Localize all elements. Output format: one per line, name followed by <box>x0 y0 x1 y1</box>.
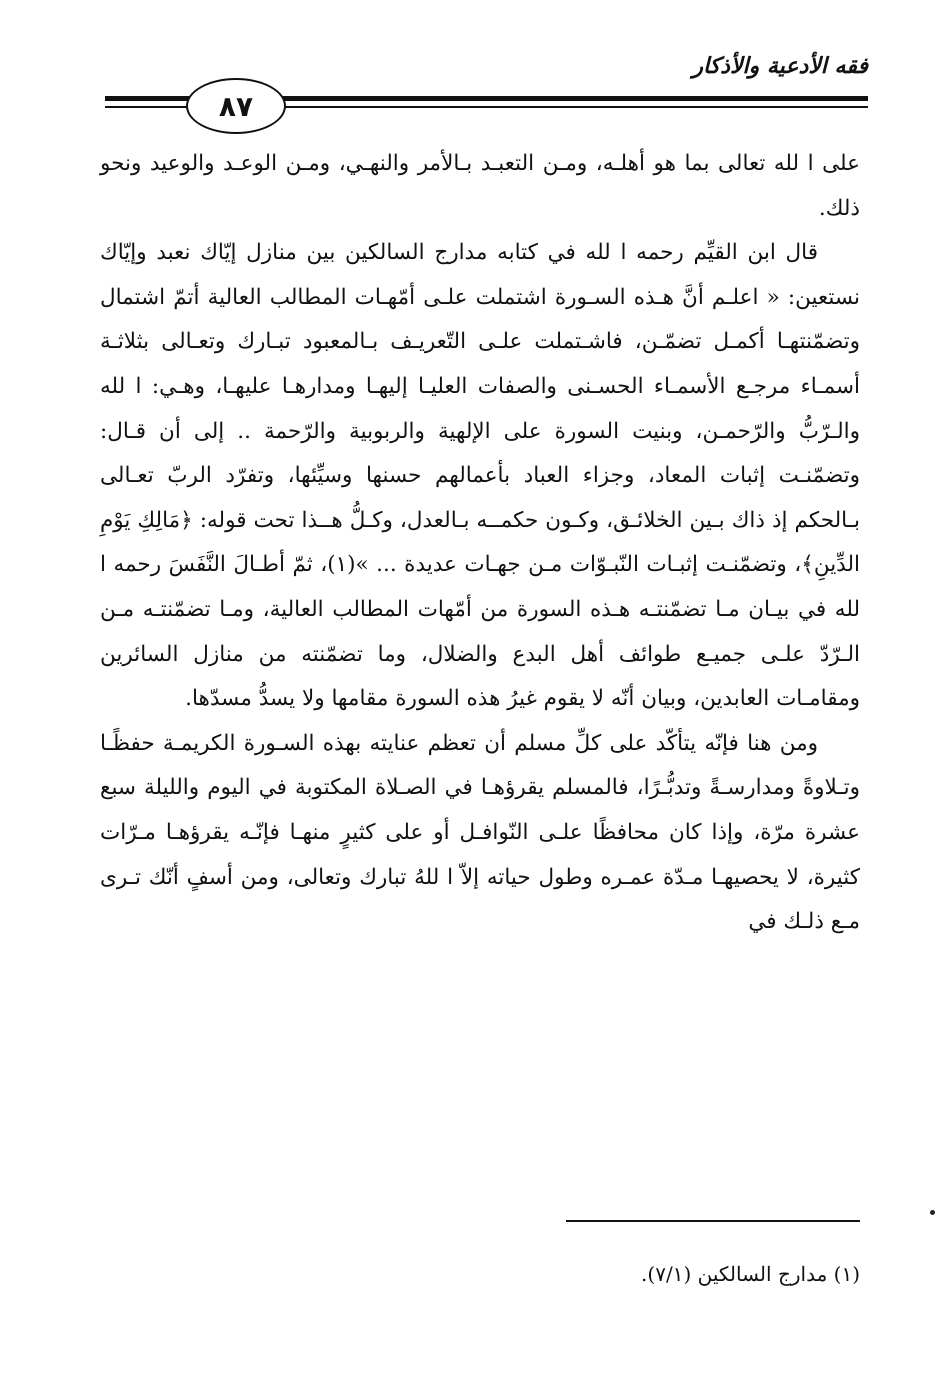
paragraph-1: على ا لله تعالى بما هو أهلـه، ومـن التعبـد بـالأمر والنهـي، ومـن الوعـد والوعيد ونحو ذلك. <box>100 151 860 221</box>
margin-dot <box>930 1210 935 1215</box>
footnote: (١) مدارج السالكين (٧/١). <box>641 1262 860 1286</box>
paragraph-3: ومن هنا فإنّه يتأكّد على كلِّ مسلم أن تعظم عنايته بهذه السـورة الكريمـة حفظًـا وتـلاوةً ومدارسـةً وتدبُّـرًا، فالمسلم يقرؤهـا في الصـلاة المكتوبة في اليوم والليلة سبع عشرة مرّة، وإذا كان محافظًا علـى النّوافـل أو على كثيرٍ منهـا فإنّـه يقرؤهـا مـرّات كثيرة، لا يحصيهـا مـدّة عمـره وطول حياته إلاّ ا للهُ تبارك وتعالى، ومن أسفٍ أنّك تـرى مـع ذلـك في <box>100 730 860 935</box>
paragraph-2: قال ابن القيِّم رحمه ا لله في كتابه مدارج السالكين بين منازل إيّاك نعبد وإيّاك نستعين: « اعلـم أنَّ هـذه السـورة اشتملت علـى أمّهـات المطالب العالية أتمّ اشتمال وتضمّنتهـا أكمـل تضمّـن، فاشـتملت علـى التّعريـف بـالمعبود تبـارك وتعـالى بثلاثـة أسمـاء مرجـع الأسمـاء الحسـنى والصفات العليـا إليهـا ومدارهـا عليهـا، وهـي: ا لله والـرّبُّ والرّحمـن، وبنيت السورة على الإلهية والربوبية والرّحمة .. إلى أن قـال: وتضمّنـت إثبات المعاد، وجزاء العباد بأعمالهم حسنها وسيِّئها، وتفرّد الربّ تعـالى بـالحكم إذ ذاك بـين الخلائـق، وكـون حكمــه بـالعدل، وكـلُّ هــذا تحت قوله: ﴿مَالِكِ يَوْمِ الدِّينِ﴾، وتضمّنـت إثبـات النّبـوّات مـن جهـات عديدة ... »(١)، ثمّ أطـالَ النَّفَسَ رحمه ا لله في بيـان مـا تضمّنتـه هـذه السورة من أمّهات المطالب العالية، ومـا تضمّنتـه مـن الـرّدّ علـى جميـع طوائف أهل البدع والضلال، وما تضمّنته من منازل السائرين ومقامـات العابدين، وبيان أنّه لا يقوم غيرُ هذه السورة مقامها ولا يسدُّ مسدّها. <box>100 240 860 712</box>
page-number: ٨٧ <box>186 78 286 134</box>
body-text <box>100 142 860 945</box>
running-title: فقه الأدعية والأذكار <box>692 54 868 79</box>
footnote-rule <box>566 1220 860 1222</box>
